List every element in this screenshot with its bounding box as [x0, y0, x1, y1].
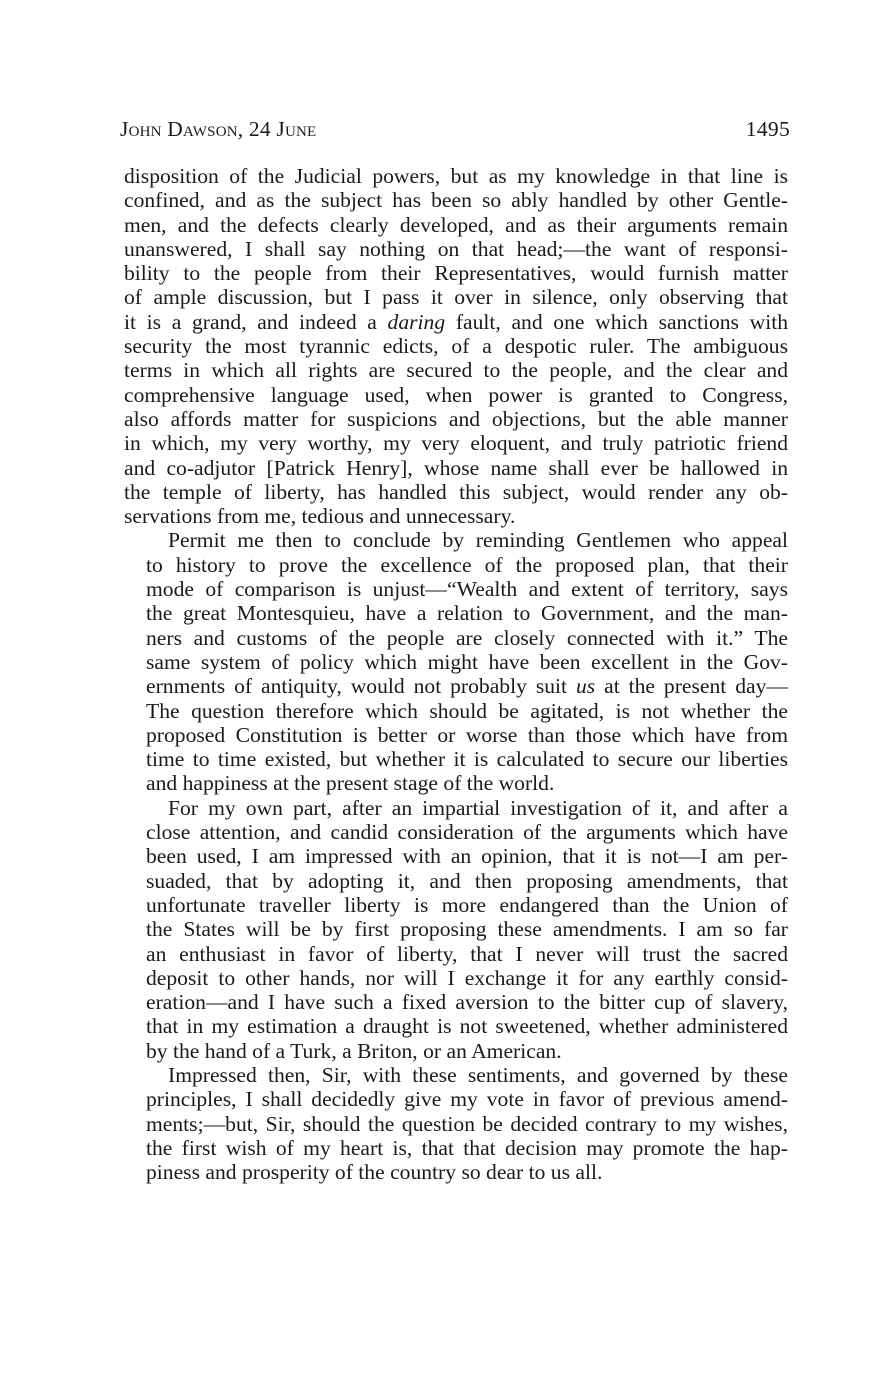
paragraph: [124, 528, 788, 795]
text-line: and happiness at the present stage of the world.: [146, 771, 555, 796]
text-line: comprehensive language used, when power is granted to Congress,: [124, 382, 788, 407]
text-line: servations from me, tedious and unnecessary.: [124, 504, 516, 529]
text-line: bility to the people from their Representatives, would furnish matter: [124, 261, 788, 286]
text-line: an enthusiast in favor of liberty, that I never will trust the sacred: [146, 941, 788, 966]
text-line: confined, and as the subject has been so ably handled by other Gentle-: [124, 188, 788, 213]
text-fragment: it is a grand, and indeed a: [124, 309, 377, 334]
text-line: to history to prove the excellence of the proposed plan, that their: [146, 552, 788, 577]
text-line: security the most tyrannic edicts, of a despotic ruler. The ambiguous: [124, 334, 788, 359]
text-line: suaded, that by adopting it, and then proposing amendments, that: [146, 868, 788, 893]
italic-word: us: [575, 674, 596, 699]
text-line: the first wish of my heart is, that that decision may promote the hap-: [146, 1135, 788, 1160]
text-line: been used, I am impressed with an opinion, that it is not—I am per-: [146, 844, 788, 869]
text-line: that in my estimation a draught is not sweetened, whether administered: [146, 1014, 788, 1039]
text-line: deposit to other hands, nor will I exchange it for any earthly consid-: [146, 965, 788, 990]
text-line: and co-adjutor [Patrick Henry], whose name shall ever be hallowed in: [124, 455, 788, 480]
text-line: mode of comparison is unjust—“Wealth and extent of territory, says: [146, 577, 788, 602]
text-line: eration—and I have such a fixed aversion to the bitter cup of slavery,: [146, 990, 788, 1015]
text-line: For my own part, after an impartial investigation of it, and after a: [168, 795, 788, 820]
text-line: Permit me then to conclude by reminding Gentlemen who appeal: [168, 528, 788, 553]
text-line: of ample discussion, but I pass it over in silence, only observing that: [124, 285, 788, 310]
text-fragment: ernments of antiquity, would not probably suit: [146, 674, 568, 699]
text-line: men, and the defects clearly developed, and as their arguments remain: [124, 212, 788, 237]
text-fragment: at the present day—: [604, 674, 788, 699]
text-line: ments;—but, Sir, should the question be decided contrary to my wishes,: [146, 1111, 788, 1136]
text-line: time to time existed, but whether it is calculated to secure our liberties: [146, 747, 788, 772]
text-line: the States will be by first proposing these amendments. I am so far: [146, 917, 788, 942]
text-line: piness and prosperity of the country so dear to us all.: [146, 1160, 603, 1185]
text-line: principles, I shall decidedly give my vote in favor of previous amend-: [146, 1087, 788, 1112]
text-line: ners and customs of the people are closely connected with it.” The: [146, 625, 788, 650]
running-head: [120, 114, 790, 148]
text-line: close attention, and candid consideration of the arguments which have: [146, 820, 788, 845]
body-text: [124, 164, 788, 1184]
paragraph: [124, 1063, 788, 1184]
text-line: The question therefore which should be agitated, is not whether the: [146, 698, 788, 723]
text-line: the great Montesquieu, have a relation to Government, and the man-: [146, 601, 788, 626]
text-line: terms in which all rights are secured to the people, and the clear and: [124, 358, 788, 383]
page-number: 1495: [745, 117, 790, 141]
text-line: Impressed then, Sir, with these sentiments, and governed by these: [168, 1062, 788, 1087]
text-line: the temple of liberty, has handled this subject, would render any ob-: [124, 479, 788, 504]
paragraph: [124, 164, 788, 528]
text-line: unfortunate traveller liberty is more endangered than the Union of: [146, 892, 788, 917]
text-line: proposed Constitution is better or worse than those which have from: [146, 722, 788, 747]
italic-word: daring: [387, 309, 446, 334]
text-line: by the hand of a Turk, a Briton, or an American.: [146, 1038, 562, 1063]
text-fragment: fault, and one which sanctions with: [455, 309, 788, 334]
text-line: same system of policy which might have been excellent in the Gov-: [146, 649, 788, 674]
text-line: also affords matter for suspicions and objections, but the able manner: [124, 406, 788, 431]
text-line: disposition of the Judicial powers, but as my knowledge in that line is: [124, 164, 788, 188]
running-head-title: John Dawson, 24 June: [120, 117, 317, 141]
paragraph: [124, 796, 788, 1063]
text-line: unanswered, I shall say nothing on that head;—the want of responsi-: [124, 236, 788, 261]
text-line: [124, 310, 788, 334]
text-line: [124, 674, 788, 698]
text-line: in which, my very worthy, my very eloquent, and truly patriotic friend: [124, 431, 788, 456]
